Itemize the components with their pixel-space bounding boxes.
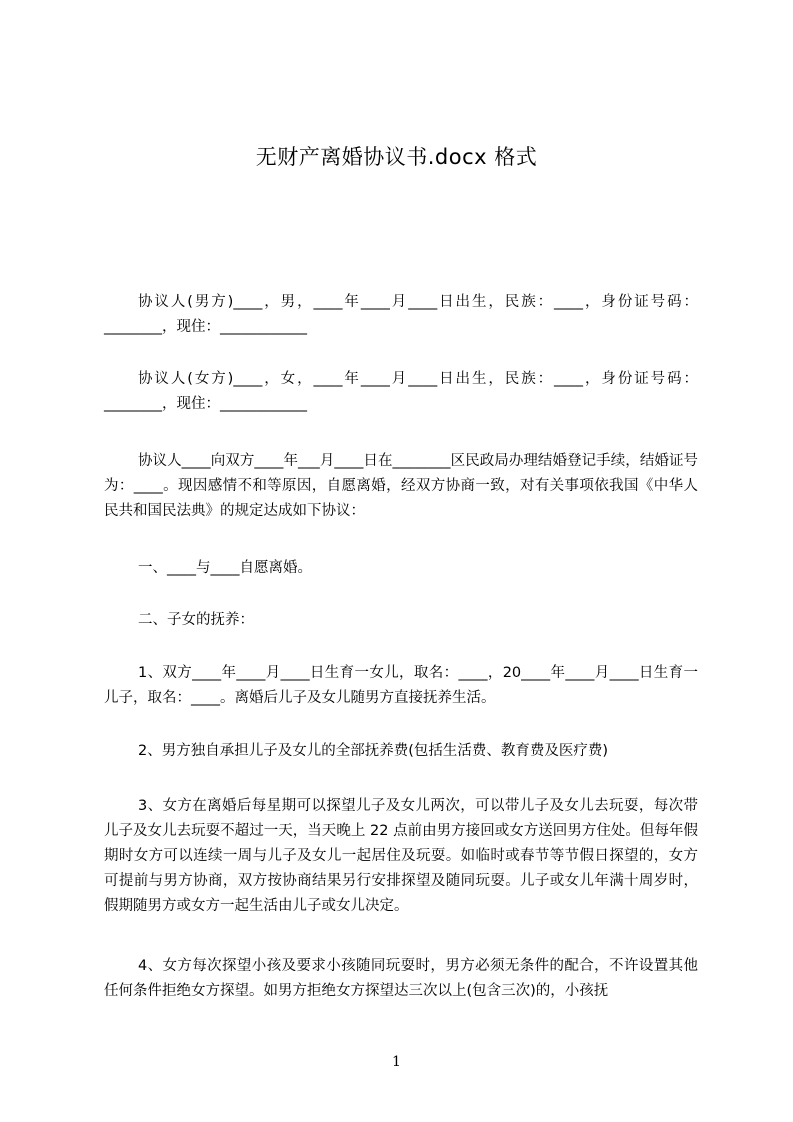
body-paragraph-female-party xyxy=(104,367,698,417)
clause-2-item-1 xyxy=(104,661,698,711)
body-paragraph-marriage-registration xyxy=(104,449,698,524)
paragraph-text: 2、男方独自承担儿子及女儿的全部抚养费(包括生活费、教育费及医疗费) xyxy=(138,743,609,759)
clause-2-item-3 xyxy=(104,794,698,919)
paragraph-text: 一、____与____自愿离婚。 xyxy=(138,560,312,576)
body-paragraph-male-party xyxy=(104,290,698,340)
clause-2-heading xyxy=(104,608,698,633)
paragraph-text: 二、子女的抚养： xyxy=(138,612,254,628)
clause-2-item-2 xyxy=(104,739,698,764)
paragraph-text: 3、女方在离婚后每星期可以探望儿子及女儿两次，可以带儿子及女儿去玩耍，每次带儿子及女儿去玩耍不超过一天，当天晚上 22 点前由男方接回或女方送回男方住处。但每年假期时女方可以连续一周与儿子及女儿一起居住及玩耍。如临时或春节等节假日探望的，女方可提前与男方协商，双方按协商结果另行安排探望及随同玩耍。儿子或女儿年满十周岁时，假期随男方或女方一起生活由儿子或女儿决定。 xyxy=(104,798,698,914)
paragraph-text: 4、女方每次探望小孩及要求小孩随同玩耍时，男方必须无条件的配合，不许设置其他任何条件拒绝女方探望。如男方拒绝女方探望达三次以上(包含三次)的，小孩抚 xyxy=(104,958,698,999)
paragraph-text: 协议人(女方)____，女，____年____月____日出生，民族：____，身份证号码：________，现住：____________ xyxy=(104,371,698,412)
paragraph-text: 1、双方____年____月____日生育一女儿，取名：____，20____年____月____日生育一儿子，取名：____。离婚后儿子及女儿随男方直接抚养生活。 xyxy=(104,665,698,706)
document-title: 无财产离婚协议书.docx 格式 xyxy=(255,145,538,169)
clause-2-item-4 xyxy=(104,954,698,1004)
clause-1-divorce xyxy=(104,556,698,581)
paragraph-text: 协议人____向双方____年___月____日在________区民政局办理结婚登记手续，结婚证号为：____。现因感情不和等原因，自愿离婚，经双方协商一致，对有关事项依我国《中华人民共和国民法典》的规定达成如下协议： xyxy=(104,453,698,519)
page-number: 1 xyxy=(392,1054,401,1070)
paragraph-text: 协议人(男方)____，男，____年____月____日出生，民族：____，身份证号码：________，现住：____________ xyxy=(104,294,698,335)
